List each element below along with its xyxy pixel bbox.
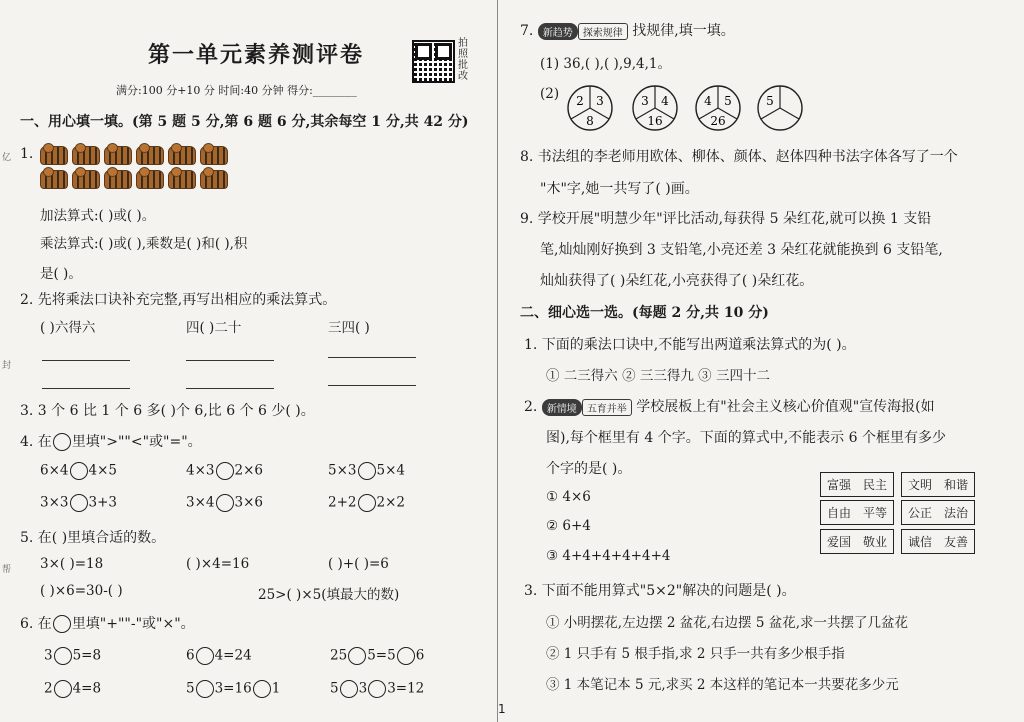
page-divider (497, 0, 498, 722)
q7-part-2-label: (2) (540, 86, 560, 102)
q4-left: 6×4 (40, 462, 69, 479)
poster-word: 自由 (827, 506, 852, 520)
q6-part: 5 (330, 680, 339, 697)
answer-line[interactable] (42, 388, 130, 389)
q4-suffix: 里填">""<"或"="。 (71, 434, 202, 450)
q2-rhyme-b[interactable]: 四( )二十 (186, 320, 242, 336)
choice-1-options[interactable]: ① 二三得六 ② 三三得九 ③ 三四十二 (546, 368, 770, 384)
poster-box (820, 472, 894, 497)
pie-2 (631, 84, 679, 132)
q7-text: 找规律,填一填。 (632, 23, 735, 39)
q6-part: 6 (415, 647, 425, 664)
choice-1-question[interactable]: 1. 下面的乘法口诀中,不能写出两道乘法算式的为( )。 (524, 337, 856, 353)
operator-circle[interactable] (340, 680, 358, 698)
score-meta: 满分:100 分+10 分 时间:40 分钟 得分:________ (116, 84, 357, 97)
operator-circle[interactable] (196, 647, 214, 665)
q6-suffix: 里填"+""-"或"×"。 (71, 616, 195, 632)
c2-tag-scenario: 新情境 (542, 399, 582, 416)
poster-word: 爱国 (827, 535, 852, 549)
page-number: 1 (498, 702, 506, 716)
operator-circle[interactable] (253, 680, 271, 698)
q5-text: 5. 在( )里填合适的数。 (20, 530, 166, 546)
tiger-image (136, 170, 164, 189)
tiger-image (104, 146, 132, 165)
q4-item-4 (40, 494, 117, 512)
choice-2-option-1[interactable]: ① 4×6 (546, 489, 591, 505)
operator-circle[interactable] (54, 680, 72, 698)
tiger-image (104, 170, 132, 189)
q7-number: 7. (520, 23, 534, 39)
pie-2-b: 4 (661, 94, 669, 108)
q1-product-line[interactable]: 是( )。 (40, 266, 82, 282)
q5-item-5[interactable]: 25>( )×5(填最大的数) (258, 587, 400, 603)
q6-item-2 (186, 647, 252, 665)
qr-caption: 拍照批改 (458, 38, 468, 82)
tiger-image (168, 146, 196, 165)
q5-item-3[interactable]: ( )+( )=6 (328, 556, 389, 572)
answer-line[interactable] (186, 388, 274, 389)
q2-rhyme-a[interactable]: ( )六得六 (40, 320, 96, 336)
margin-mark-3: 帮 (2, 565, 12, 575)
poster-box (901, 472, 975, 497)
q4-right: 3+3 (88, 494, 117, 511)
q4-right: 2×2 (376, 494, 405, 511)
operator-circle[interactable] (397, 647, 415, 665)
margin-mark-1: 亿 (2, 153, 12, 163)
section-2-heading: 二、细心选一选。(每题 2 分,共 10 分) (520, 305, 769, 321)
poster-word: 敬业 (862, 535, 887, 549)
c2-tag-education: 五育并举 (582, 399, 632, 416)
choice-2-line-3[interactable]: 个字的是( )。 (546, 461, 632, 477)
q6-part: 4=24 (214, 647, 252, 664)
page-title: 第一单元素养测评卷 (148, 42, 365, 68)
pie-1 (566, 84, 614, 132)
q6-part: 3 (358, 680, 368, 697)
q8-line-1: 8. 书法组的李老师用欧体、柳体、颜体、赵体四种书法字体各写了一个 (520, 149, 958, 165)
poster-word: 富强 (827, 478, 852, 492)
compare-circle[interactable] (216, 462, 234, 480)
q2-text: 2. 先将乘法口诀补充完整,再写出相应的乘法算式。 (20, 292, 337, 308)
q4-item-1 (40, 462, 117, 480)
poster-box (901, 529, 975, 554)
choice-2-line-2: 图),每个框里有 4 个字。下面的算式中,不能表示 6 个框里有多少 (546, 430, 946, 446)
q6-part: 5 (186, 680, 195, 697)
q6-prefix: 6. 在 (20, 616, 52, 632)
q4-left: 4×3 (186, 462, 215, 479)
q9-line-1: 9. 学校开展"明慧少年"评比活动,每获得 5 朵红花,就可以换 1 支铅 (520, 211, 932, 227)
pie-1-a: 2 (576, 94, 584, 108)
q5-item-2[interactable]: ( )×4=16 (186, 556, 250, 572)
poster-word: 法治 (943, 506, 968, 520)
poster-word: 文明 (908, 478, 933, 492)
pie-2-c: 16 (647, 114, 663, 128)
q6-item-5 (186, 680, 280, 698)
q4-item-6 (328, 494, 405, 512)
q6-part: 25 (330, 647, 348, 664)
circle-icon (53, 615, 71, 633)
choice-2-heading (524, 396, 935, 416)
pie-3-c: 26 (710, 114, 726, 128)
pie-4-a: 5 (766, 94, 774, 108)
poster-box (820, 500, 894, 525)
poster-word: 民主 (862, 478, 887, 492)
q7-sequence[interactable]: (1) 36,( ),( ),9,4,1。 (540, 56, 671, 72)
q6-part: 5=5 (367, 647, 396, 664)
compare-circle[interactable] (70, 462, 88, 480)
choice-3-option-1[interactable]: ① 小明摆花,左边摆 2 盆花,右边摆 5 盆花,求一共摆了几盆花 (546, 615, 909, 631)
q2-rhyme-c[interactable]: 三四( ) (328, 320, 370, 336)
compare-circle[interactable] (70, 494, 88, 512)
operator-circle[interactable] (368, 680, 386, 698)
tiger-image (40, 146, 68, 165)
answer-line[interactable] (328, 357, 416, 358)
poster-word: 诚信 (908, 535, 933, 549)
q4-item-5 (186, 494, 263, 512)
operator-circle[interactable] (348, 647, 366, 665)
q4-prefix: 4. 在 (20, 434, 52, 450)
q9-line-3[interactable]: 灿灿获得了( )朵红花,小亮获得了( )朵红花。 (540, 273, 814, 289)
q9-line-2: 笔,灿灿刚好换到 3 支铅笔,小亮还差 3 朵红花就能换到 6 支铅笔, (540, 242, 943, 258)
tiger-image (40, 170, 68, 189)
q4-left: 3×3 (40, 494, 69, 511)
pie-3-a: 4 (704, 94, 712, 108)
operator-circle[interactable] (54, 647, 72, 665)
q7-tag-pattern: 探索规律 (578, 23, 628, 40)
pie-3 (694, 84, 742, 132)
section-1-heading: 一、用心填一填。(第 5 题 5 分,第 6 题 6 分,其余每空 1 分,共 42 分) (20, 114, 469, 130)
tiger-row-1 (40, 146, 228, 165)
answer-line[interactable] (328, 385, 416, 386)
q6-part: 3=16 (214, 680, 252, 697)
q4-right: 4×5 (88, 462, 117, 479)
q4-item-2 (186, 462, 263, 480)
tiger-image (72, 146, 100, 165)
pie-2-a: 3 (641, 94, 649, 108)
q7-heading (520, 20, 735, 40)
tiger-image (200, 170, 228, 189)
margin-mark-2: 封 (2, 361, 12, 371)
q1-addition-line[interactable]: 加法算式:( )或( )。 (40, 208, 156, 224)
tiger-image (200, 146, 228, 165)
q6-item-3 (330, 647, 424, 665)
q4-text (20, 431, 202, 451)
answer-line[interactable] (186, 360, 274, 361)
q3-text[interactable]: 3. 3 个 6 比 1 个 6 多( )个 6,比 6 个 6 少( )。 (20, 403, 315, 419)
poster-box (901, 500, 975, 525)
compare-circle[interactable] (358, 462, 376, 480)
q6-part: 3=12 (387, 680, 425, 697)
q6-item-1 (44, 647, 101, 665)
q6-part: 1 (271, 680, 281, 697)
q4-left: 2+2 (328, 494, 357, 511)
poster-word: 友善 (943, 535, 968, 549)
q5-item-1[interactable]: 3×( )=18 (40, 556, 104, 572)
choice-2-line-1: 学校展板上有"社会主义核心价值观"宣传海报(如 (636, 399, 935, 415)
tiger-image (72, 170, 100, 189)
pie-4[interactable] (756, 84, 804, 132)
q6-item-4 (44, 680, 101, 698)
choice-2-number: 2. (524, 399, 538, 415)
q6-part: 3 (44, 647, 53, 664)
q4-right: 5×4 (376, 462, 405, 479)
poster-word: 公正 (908, 506, 933, 520)
tiger-row-2 (40, 170, 228, 189)
q4-left: 5×3 (328, 462, 357, 479)
q4-left: 3×4 (186, 494, 215, 511)
choice-3-option-3[interactable]: ③ 1 本笔记本 5 元,求买 2 本这样的笔记本一共要花多少元 (546, 677, 899, 693)
q5-item-4[interactable]: ( )×6=30-( ) (40, 583, 123, 599)
q6-part: 2 (44, 680, 53, 697)
circle-icon (53, 433, 71, 451)
tiger-image (136, 146, 164, 165)
q4-item-3 (328, 462, 405, 480)
choice-2-option-3[interactable]: ③ 4+4+4+4+4+4 (546, 548, 671, 564)
poster-word: 平等 (862, 506, 887, 520)
poster-box (820, 529, 894, 554)
q1-number: 1. (20, 146, 34, 162)
q4-right: 3×6 (234, 494, 263, 511)
tiger-image (168, 170, 196, 189)
pie-3-b: 5 (724, 94, 732, 108)
pie-1-b: 3 (596, 94, 604, 108)
operator-circle[interactable] (196, 680, 214, 698)
q1-multiplication-line[interactable]: 乘法算式:( )或( ),乘数是( )和( ),积 (40, 236, 248, 252)
pie-1-c: 8 (586, 114, 594, 128)
q6-part: 4=8 (72, 680, 102, 697)
compare-circle[interactable] (358, 494, 376, 512)
qr-code[interactable] (412, 40, 455, 83)
compare-circle[interactable] (216, 494, 234, 512)
poster-word: 和谐 (943, 478, 968, 492)
q6-part: 5=8 (72, 647, 102, 664)
choice-3-question[interactable]: 3. 下面不能用算式"5×2"解决的问题是( )。 (524, 583, 796, 599)
choice-3-option-2[interactable]: ② 1 只手有 5 根手指,求 2 只手一共有多少根手指 (546, 646, 845, 662)
q4-right: 2×6 (234, 462, 263, 479)
q6-text (20, 613, 195, 633)
q8-line-2[interactable]: "木"字,她一共写了( )画。 (540, 181, 699, 197)
q6-item-6 (330, 680, 424, 698)
choice-2-option-2[interactable]: ② 6+4 (546, 518, 591, 534)
q7-tag-trend: 新趋势 (538, 23, 578, 40)
answer-line[interactable] (42, 360, 130, 361)
q6-part: 6 (186, 647, 195, 664)
